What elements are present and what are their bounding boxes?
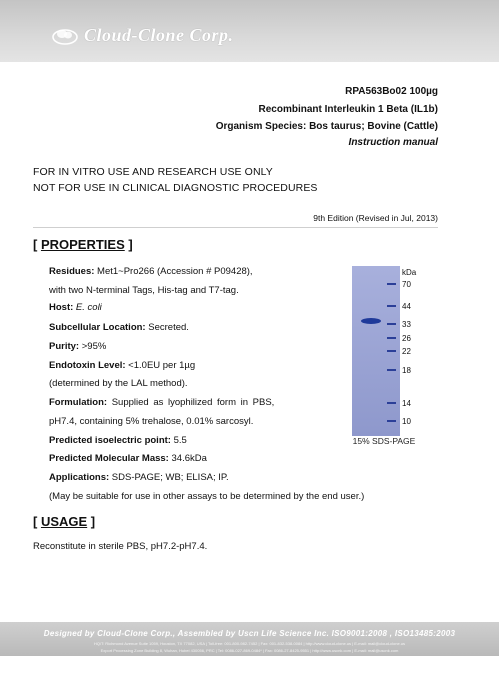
prop-formulation-detail: pH7.4, containing 5% trehalose, 0.01% sarcosyl.: [49, 416, 254, 427]
product-code: RPA563Bo02 100µg: [345, 86, 438, 97]
prop-host: Host: E. coli: [49, 302, 102, 313]
footer-address-export: Export Processing Zone Building 8, Wuhan, Hubei 430056, PRC | Tel: 0086-027-869-0484* | Fax: 0086-27-8425-9551 | http://www.uscnk.com | E-mail: mail@uscnk.com: [100, 648, 399, 653]
prop-purity: Purity: >95%: [49, 341, 107, 352]
footer-banner: [0, 622, 499, 656]
marker-label-10: 10: [402, 417, 411, 426]
sds-page-gel: [352, 266, 436, 442]
prop-residues: Residues: Met1~Pro266 (Accession # P09428),: [49, 266, 253, 277]
marker-label-33: 33: [402, 320, 411, 329]
section-properties-heading: [ PROPERTIES ]: [33, 237, 133, 252]
marker-band-70: [387, 283, 396, 285]
doc-type: Instruction manual: [348, 137, 438, 148]
marker-label-14: 14: [402, 399, 411, 408]
prop-isoelectric-point: Predicted isoelectric point: 5.5: [49, 435, 187, 446]
header-banner: [0, 0, 499, 62]
marker-band-18: [387, 369, 396, 371]
prop-residues-detail: with two N-terminal Tags, His-tag and T7-tag.: [49, 285, 239, 296]
gel-caption: 15% SDS-PAGE: [352, 436, 416, 446]
marker-label-44: 44: [402, 302, 411, 311]
footer-credit: Designed by Cloud-Clone Corp., Assembled by Uscn Life Science Inc. ISO9001:2008 , ISO13485:2003: [43, 629, 456, 638]
marker-band-14: [387, 402, 396, 404]
marker-label-70: 70: [402, 280, 411, 289]
marker-label-18: 18: [402, 366, 411, 375]
usage-text: Reconstitute in sterile PBS, pH7.2-pH7.4.: [33, 541, 208, 552]
notice-research-only: FOR IN VITRO USE AND RESEARCH USE ONLY: [33, 166, 273, 178]
prop-endotoxin-detail: (determined by the LAL method).: [49, 378, 188, 389]
brand-name: Cloud-Clone Corp.: [84, 25, 234, 45]
prop-formulation: Formulation: Supplied as lyophilized form in PBS,: [49, 397, 275, 408]
gel-unit-label: kDa: [402, 268, 417, 277]
sample-band: [361, 318, 381, 324]
brand-logo: [52, 25, 234, 46]
section-usage-heading: [ USAGE ]: [33, 514, 96, 529]
divider: [33, 227, 438, 228]
product-name: Recombinant Interleukin 1 Beta (IL1b): [258, 104, 438, 115]
footer-address-hq: HQ/T: Richmond Avenue Suite 1059, Houston, TX 77082, USA | Toll-free: 001-800-982-7452 | Fax: 001-832-538-0084 | http://www.cloud-clone.us | E-mail: mail@cloud-clone.us: [93, 641, 406, 646]
marker-band-10: [387, 420, 396, 422]
marker-band-22: [387, 350, 396, 352]
marker-band-26: [387, 337, 396, 339]
marker-label-26: 26: [402, 334, 411, 343]
prop-endotoxin: Endotoxin Level: <1.0EU per 1µg: [49, 360, 196, 371]
edition-info: 9th Edition (Revised in Jul, 2013): [313, 213, 438, 223]
prop-applications: Applications: SDS-PAGE; WB; ELISA; IP.: [49, 472, 229, 483]
marker-band-33: [387, 323, 396, 325]
prop-note: (May be suitable for use in other assays to be determined by the end user.): [49, 491, 365, 502]
cloud-logo-icon: [52, 26, 78, 46]
prop-location: Subcellular Location: Secreted.: [49, 322, 189, 333]
marker-band-44: [387, 305, 396, 307]
gel-image: [352, 266, 436, 442]
prop-molecular-mass: Predicted Molecular Mass: 34.6kDa: [49, 453, 207, 464]
marker-label-22: 22: [402, 347, 411, 356]
notice-not-clinical: NOT FOR USE IN CLINICAL DIAGNOSTIC PROCEDURES: [33, 182, 318, 194]
product-species: Organism Species: Bos taurus; Bovine (Cattle): [215, 121, 438, 132]
